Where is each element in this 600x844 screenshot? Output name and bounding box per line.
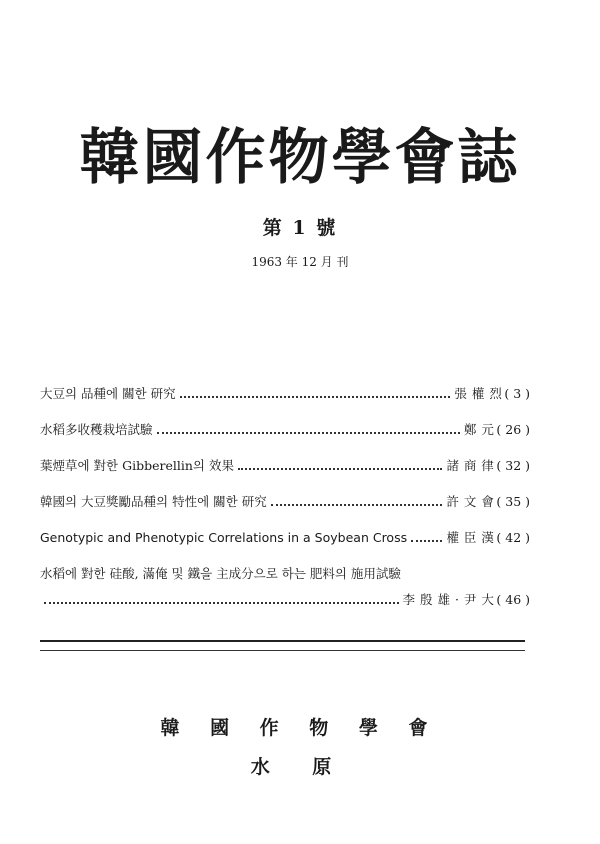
divider-rule (40, 640, 525, 642)
toc-entry-page: ( 26 ) (496, 422, 530, 437)
issue-number: 第 1 號 (262, 217, 338, 239)
publisher-name: 韓 國 作 物 學 會 (160, 717, 440, 739)
toc-entry-title: 大豆의 品種에 關한 研究 (40, 386, 176, 401)
toc-entry-author: 李 殷 雄 · 尹 大 (402, 592, 495, 607)
dot-leader (180, 396, 451, 398)
toc-entry-author: 許 文 會 (446, 494, 495, 509)
toc-entry-title: 韓國의 大豆獎勵品種의 特性에 關한 研究 (40, 494, 267, 509)
toc-entry-page: ( 35 ) (496, 494, 530, 509)
journal-title: 韓國作物學會誌 (79, 123, 521, 193)
toc-entry-author: 權 臣 漢 (446, 530, 495, 545)
toc-entry-author: 諸 商 律 (446, 458, 495, 473)
toc-entry (40, 454, 530, 478)
publication-date: 1963 年 12 月 刊 (251, 255, 349, 269)
dot-leader (44, 602, 399, 604)
toc-entry-title: 水稻多收穫栽培試驗 (40, 422, 153, 437)
dot-leader (238, 468, 442, 470)
toc-entry-page: ( 42 ) (496, 530, 530, 545)
toc-entry-page: ( 3 ) (504, 386, 530, 401)
dot-leader (271, 504, 443, 506)
toc-entry-page: ( 46 ) (496, 592, 530, 607)
toc-entry-title: Genotypic and Phenotypic Correlations in a Soybean Cross (40, 530, 408, 545)
toc-entry (40, 526, 530, 550)
dot-leader (411, 540, 442, 542)
toc-entry-author: 鄭 元 (463, 422, 495, 437)
divider-rule (40, 650, 525, 651)
table-of-contents (40, 382, 530, 612)
toc-entry (40, 382, 530, 406)
toc-entry (40, 490, 530, 514)
toc-entry-page: ( 32 ) (496, 458, 530, 473)
toc-entry (40, 562, 530, 586)
dot-leader (157, 432, 460, 434)
toc-entry (40, 418, 530, 442)
toc-entry-title: 水稻에 對한 硅酸, 滿俺 및 鐵을 主成分으로 하는 肥料의 施用試驗 (40, 566, 401, 581)
toc-entry-continuation (40, 588, 530, 612)
publisher-city: 水 原 (250, 756, 350, 778)
toc-entry-author: 張 權 烈 (454, 386, 503, 401)
toc-entry-title: 葉煙草에 對한 Gibberellin의 效果 (40, 458, 234, 473)
